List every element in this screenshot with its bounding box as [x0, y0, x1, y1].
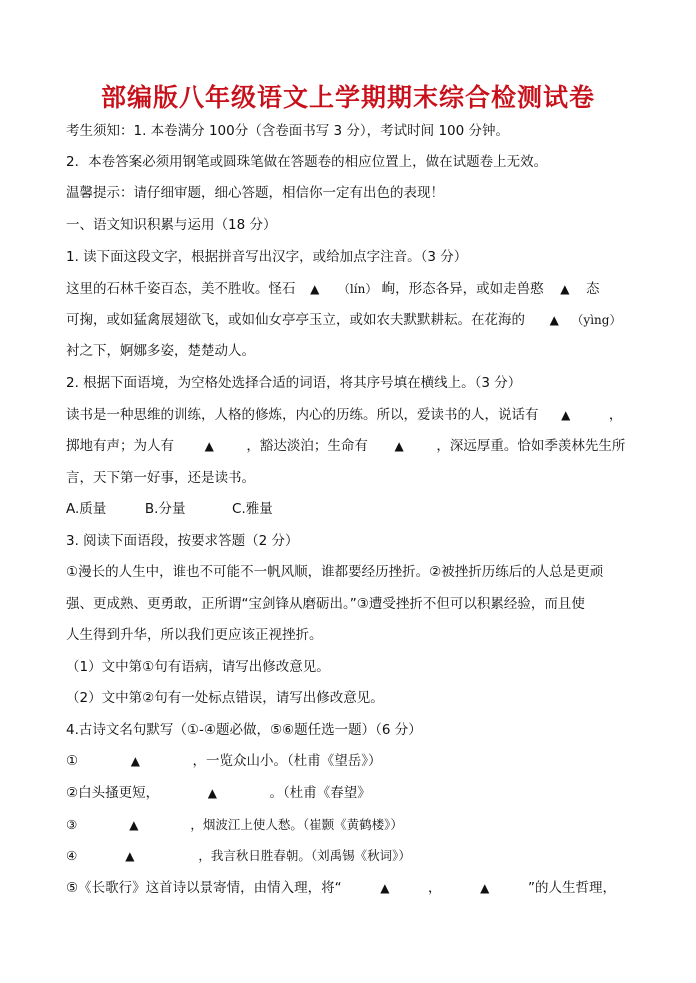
section-heading: 一、语文知识积累与运用（18 分） [66, 217, 277, 233]
answer-blank-marker: ▲ [394, 439, 404, 453]
answer-blank-marker: ▲ [207, 786, 217, 800]
q1-line-1 [66, 280, 600, 298]
q4-item-4-text: ，我言秋日胜春朝。（刘禹锡《秋词》） [198, 848, 411, 863]
q2-text-c: 掷地有声；为人有 [66, 438, 174, 454]
q2-line-2 [66, 437, 625, 455]
q4-item-2 [66, 784, 371, 802]
q3-paragraph-1: ①漫长的人生中，谁也不可能不一帆风顺，谁都要经历挫折。②被挫折历练后的人总是更顽 [66, 564, 604, 580]
q2-text-d: ，豁达淡泊；生命有 [246, 438, 368, 454]
q4-item-1 [66, 752, 382, 770]
q3-prompt: 3. 阅读下面语段，按要求答题（2 分） [66, 533, 299, 549]
q1-text-a: 这里的石林千姿百态，美不胜收。怪石 [66, 281, 296, 297]
q4-item-2-text-a: ②白头搔更短， [66, 785, 160, 801]
q4-item-3 [66, 816, 403, 834]
q2-text-a: 读书是一种思维的训练，人格的修炼，内心的历练。所以，爱读书的人，说话有 [66, 407, 539, 423]
q1-text-b: 峋，形态各异，或如走兽憨 [381, 281, 544, 297]
answer-blank-marker: ▲ [560, 282, 570, 296]
option-b: B.分量 [144, 501, 186, 517]
q2-prompt: 2. 根据下面语境，为空格处选择合适的词语，将其序号填在横线上。（3 分） [66, 375, 522, 391]
item-number: ① [66, 753, 79, 769]
q2-text-b: ， [608, 407, 623, 423]
answer-blank-marker: ▲ [480, 881, 490, 895]
answer-blank-marker: ▲ [549, 313, 559, 327]
q3-paragraph-2: 强、更成熟、更勇敢，正所谓“宝剑锋从磨砺出。”③遭受挫折不但可以积累经验，而且使 [66, 596, 585, 612]
q2-text-e: ，深远厚重。恰如季羡林先生所 [436, 438, 626, 454]
answer-blank-marker: ▲ [129, 818, 139, 832]
q2-line-3: 言，天下第一好事，还是读书。 [66, 470, 255, 486]
q4-prompt: 4.古诗文名句默写（①-④题必做，⑤⑥题任选一题）（6 分） [66, 722, 422, 738]
item-number: ④ [66, 848, 78, 863]
answer-blank-marker: ▲ [125, 849, 135, 863]
pinyin-lin: （lín） [337, 282, 378, 296]
q4-item-5 [66, 879, 616, 897]
pinyin-ying: （yìng） [571, 313, 622, 327]
q3-paragraph-3: 人生得到升华，所以我们更应该正视挫折。 [66, 627, 323, 643]
q4-item-4 [66, 847, 411, 865]
answer-blank-marker: ▲ [310, 282, 320, 296]
answer-blank-marker: ▲ [380, 881, 390, 895]
tip-line: 温馨提示：请仔细审题，细心答题，相信你一定有出色的表现！ [66, 185, 444, 201]
q1-text-c: 态 [586, 281, 600, 297]
answer-blank-marker: ▲ [130, 754, 140, 768]
page-title: 部编版八年级语文上学期期末综合检测试卷 [100, 83, 595, 112]
answer-blank-marker: ▲ [561, 408, 571, 422]
option-c: C.雅量 [232, 501, 273, 517]
q3-sub-2: （2）文中第②句有一处标点错误，请写出修改意见。 [66, 690, 384, 706]
q4-item-2-text-b: 。（杜甫《春望》 [269, 785, 371, 801]
item-number: ③ [66, 817, 78, 832]
q2-options [66, 500, 273, 518]
q1-text-d: 可掬，或如猛禽展翅欲飞，或如仙女亭亭玉立，或如农夫默默耕耘。在花海的 [66, 312, 525, 328]
q4-item-5-text-c: ”的人生哲理， [527, 880, 616, 896]
q1-prompt: 1. 读下面这段文字，根据拼音写出汉字，或给加点字注音。（3 分） [66, 249, 468, 265]
answer-blank-marker: ▲ [204, 439, 214, 453]
notice-line-2: 2．本卷答案必须用钢笔或圆珠笔做在答题卷的相应位置上，做在试题卷上无效。 [66, 154, 548, 170]
q2-line-1 [66, 406, 622, 424]
q1-line-2 [66, 311, 621, 329]
q4-item-1-text: ，一览众山小。（杜甫《望岳》） [192, 753, 382, 769]
q1-line-3: 衬之下，婀娜多姿，楚楚动人。 [66, 343, 255, 359]
q4-item-5-text-b: ， [428, 880, 442, 896]
option-a: A.质量 [66, 501, 107, 517]
q3-sub-1: （1）文中第①句有语病，请写出修改意见。 [66, 659, 330, 675]
q4-item-5-text-a: ⑤《长歌行》这首诗以景寄情，由情入理，将“ [66, 880, 342, 896]
notice-line-1: 考生须知：1. 本卷满分 100分（含卷面书写 3 分），考试时间 100 分钟。 [66, 123, 510, 139]
q4-item-3-text: ，烟波江上使人愁。（崔颢《黄鹤楼》） [190, 817, 403, 832]
